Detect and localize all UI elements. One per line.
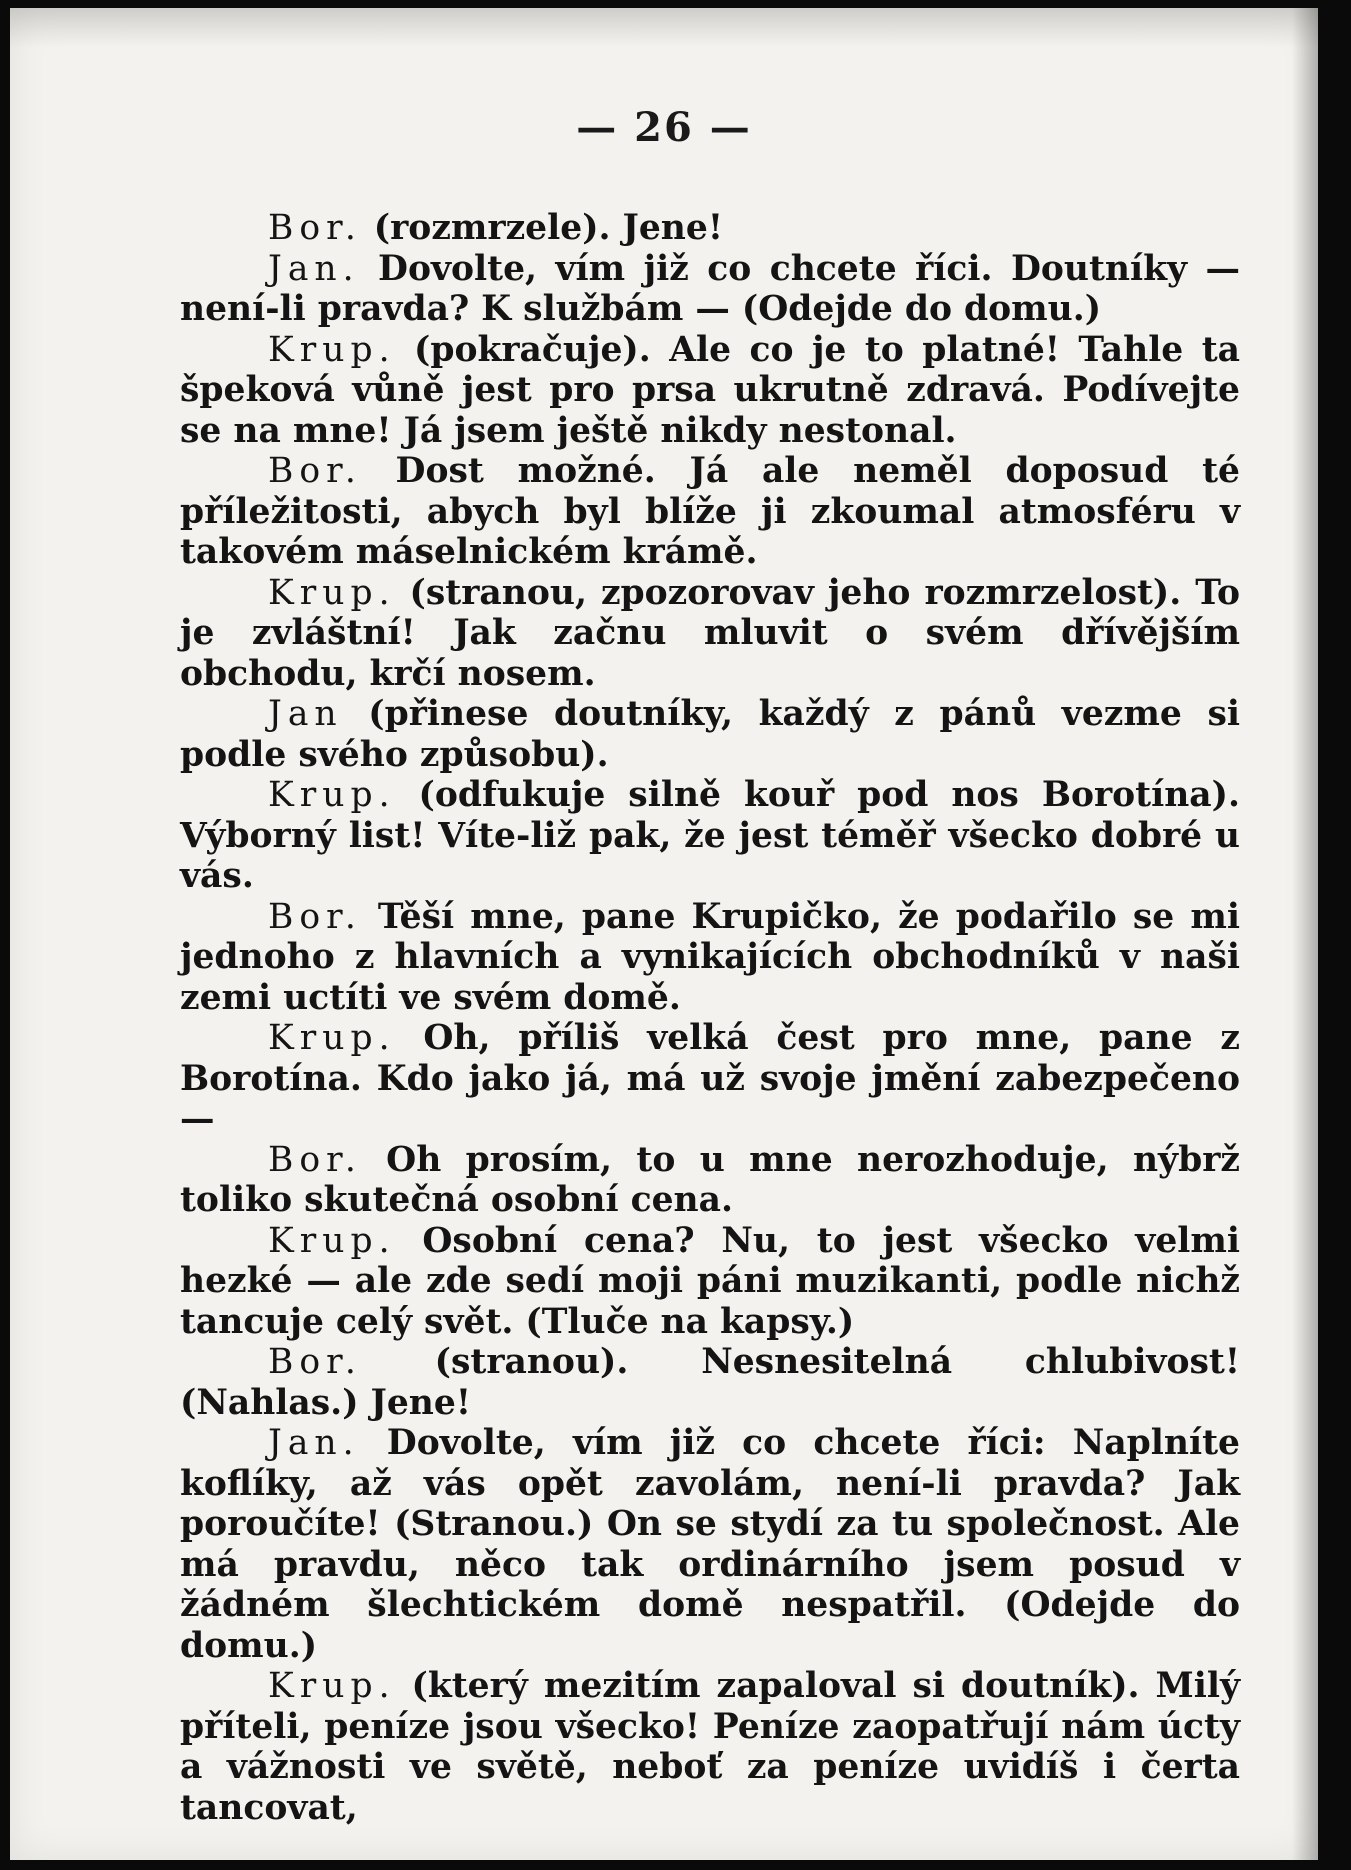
speaker-name: Krup. [268,1220,396,1261]
speaker-name: Krup. [268,1666,396,1706]
paragraph-text: Osobní cena? Nu, to jest všecko velmi hezké — ale zde sedí moji páni muzikanti, podle nichž tancuje celý svět. (Tluče na kapsy.) [180,1220,1240,1342]
speaker-name: Bor. [268,208,362,248]
book-page [10,8,1318,1860]
paragraph-text: (který mezitím zapaloval si doutník). Milý příteli, peníze jsou všecko! Peníze zaopatřují nám úcty a vážnosti ve světě, neboť za peníze uvidíš i čerta tancovat, [180,1666,1240,1828]
paragraph-text: (stranou). Nesnesitelná chlubivost! (Nahlas.) Jene! [180,1342,1240,1423]
paragraph-text: Oh, příliš velká čest pro mne, pane z Borotína. Kdo jako já, má už svoje jmění zabezpečeno — [180,1018,1240,1139]
speaker-name: Jan. [268,1423,360,1463]
speaker-name: Krup. [268,572,396,613]
paragraph [180,573,1240,695]
paragraph-text: (pokračuje). Ale co je to platné! Tahle ta špeková vůně jest pro prsa ukrutně zdravá. Podívejte se na mne! Já jsem ještě nikdy nestonal. [180,329,1240,451]
paragraph [180,775,1240,897]
paragraph-text: (odfukuje silně kouř pod nos Borotína). Výborný list! Víte-liž pak, že jest téměř všecko dobré u vás. [180,775,1240,896]
dialogue-text [180,208,1240,1828]
paragraph [180,1666,1240,1828]
paragraph [180,1342,1240,1423]
paragraph [180,1140,1240,1221]
paragraph [180,1018,1240,1140]
paragraph [180,249,1240,330]
paragraph [180,897,1240,1019]
paragraph [180,330,1240,452]
paragraph [180,1423,1240,1666]
paragraph [180,451,1240,573]
page-top-shadow [10,8,1318,48]
speaker-name: Krup. [268,775,396,815]
speaker-name: Bor. [268,1342,362,1382]
speaker-name: Bor. [268,451,362,491]
speaker-name: Jan [268,694,343,734]
speaker-name: Krup. [268,329,396,370]
paragraph [180,694,1240,775]
speaker-name: Jan. [268,248,360,289]
page-number: — 26 — [576,104,752,151]
paragraph-text: (rozmrzele). Jene! [361,208,723,248]
speaker-name: Bor. [268,896,362,937]
paragraph-text: Dovolte, vím již co chcete říci: Naplníte koflíky, až vás opět zavolám, není-li pravda? Jak poroučíte! (Stranou.) On se stydí za tu společnost. Ale má pravdu, něco tak ordinárního jsem posud v žádném šlechtickém domě nespatřil. (Odejde do domu.) [180,1423,1240,1666]
paragraph-text: (stranou, zpozorovav jeho rozmrzelost). To je zvláštní! Jak začnu mluvit o svém dřívějším obchodu, krčí nosem. [180,572,1240,694]
paragraph-text: (přinese doutníky, každý z pánů vezme si podle svého způsobu). [180,694,1240,775]
paragraph-text: Dost možné. Já ale neměl doposud té příležitosti, abych byl blíže ji zkoumal atmosféru v takovém máselnickém krámě. [180,451,1240,572]
speaker-name: Bor. [268,1139,362,1180]
speaker-name: Krup. [268,1018,396,1058]
paragraph-text: Těší mne, pane Krupičko, že podařilo se mi jednoho z hlavních a vynikajících obchodníků v naši zemi uctíti ve svém domě. [180,896,1240,1018]
paragraph [180,208,1240,249]
paragraph-text: Oh prosím, to u mne nerozhoduje, nýbrž toliko skutečná osobní cena. [180,1139,1240,1220]
page-edge-shadow [1292,8,1318,1860]
paragraph [180,1221,1240,1343]
paragraph-text: Dovolte, vím již co chcete říci. Doutníky — není-li pravda? K službám — (Odejde do domu.) [180,248,1240,329]
